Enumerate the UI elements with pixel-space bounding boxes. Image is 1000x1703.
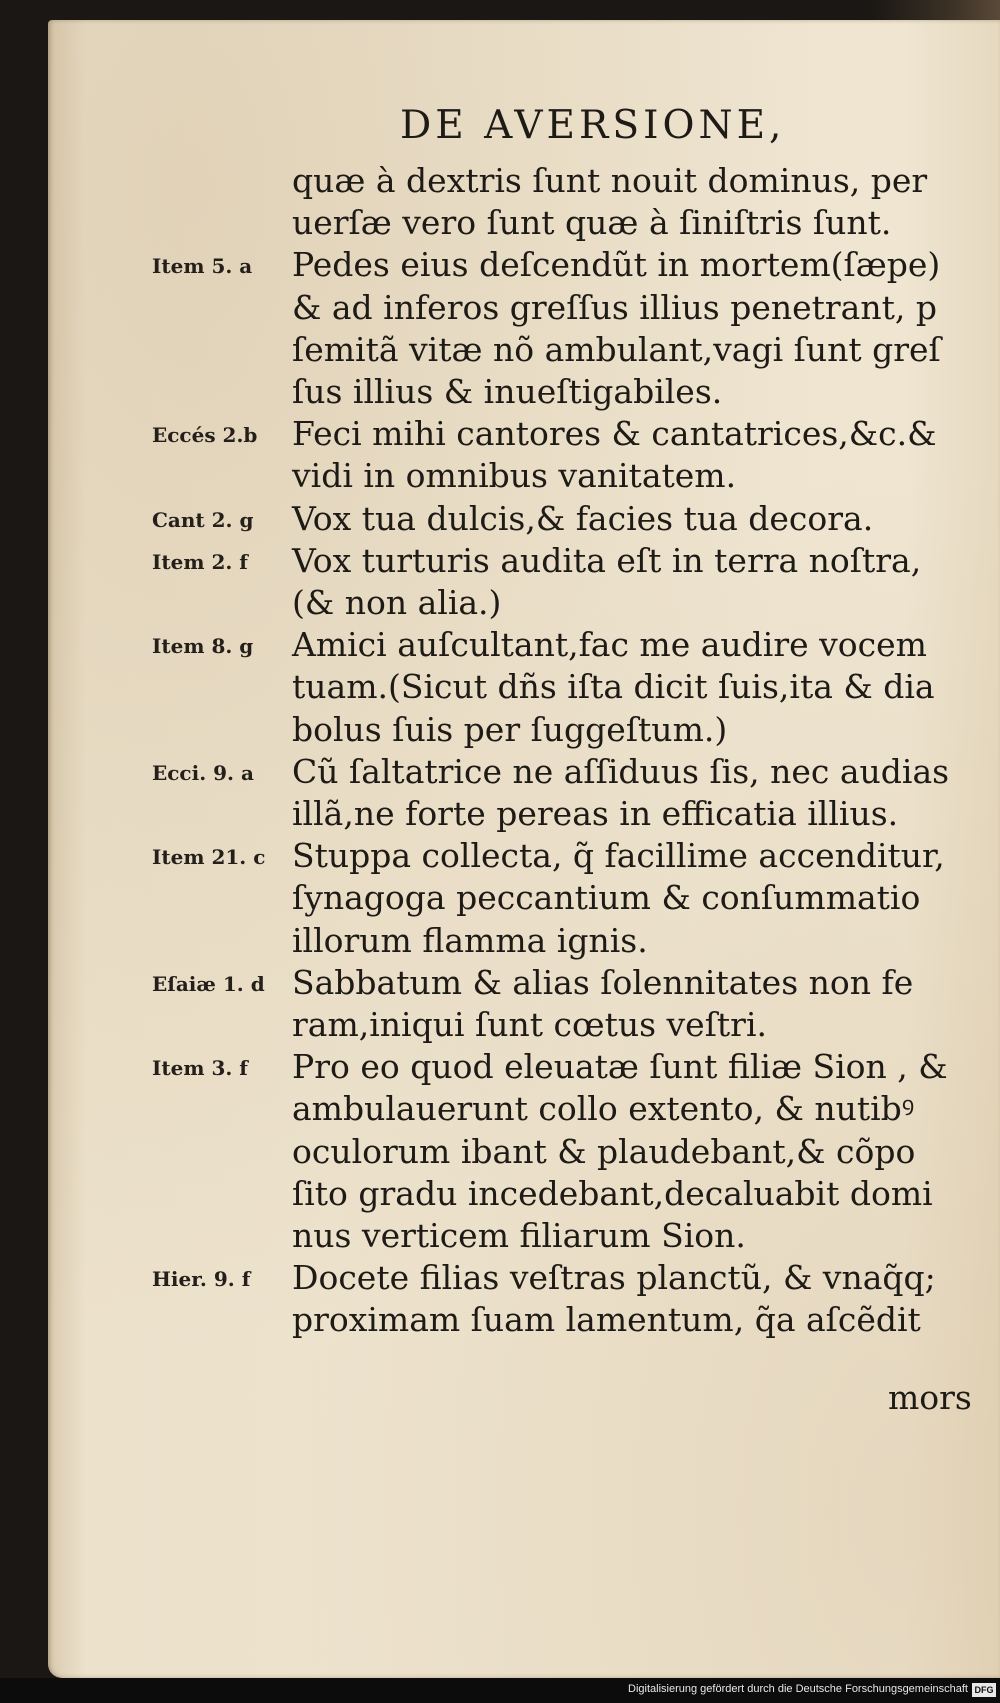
line-text: (& non alia.) (292, 583, 502, 622)
text-line (0, 751, 1000, 793)
text-line (0, 540, 1000, 582)
line-text: oculorum ibant & plaudebant,& cõpo (292, 1131, 916, 1171)
line-text: Cũ ſaltatrice ne aſſiduus ſis, nec audias (292, 751, 950, 791)
line-text: quæ à dextris ſunt nouit dominus, per (292, 161, 928, 200)
marginal-note: Ecci. 9. a (152, 760, 254, 785)
text-line (0, 666, 1000, 708)
marginal-note: Item 3. f (152, 1056, 248, 1081)
catchword: mors (888, 1378, 972, 1417)
text-line (0, 1173, 1000, 1215)
marginal-note: Item 2. f (152, 549, 248, 574)
text-line (0, 793, 1000, 835)
line-text: tuam.(Sicut dñs iſta dicit ſuis,ita & dia (292, 667, 935, 707)
text-line (0, 624, 1000, 666)
marginal-note: Eſaiæ 1. d (152, 971, 265, 996)
marginal-note: Eccés 2.b (152, 423, 258, 448)
line-text: ram,iniqui ſunt cœtus veſtri. (292, 1005, 768, 1044)
text-line (0, 709, 1000, 751)
text-line (0, 1257, 1000, 1299)
line-text: ſito gradu incedebant,decaluabit domi (292, 1173, 933, 1213)
line-text: Docete filias veſtras planctũ, & vnaq̃q; (292, 1258, 936, 1298)
footer-text: Digitalisierung gefördert durch die Deutsche Forschungsgemeinschaft (628, 1683, 968, 1695)
text-line (0, 244, 1000, 286)
line-text: Feci mihi cantores & cantatrices,&c.& (292, 414, 937, 454)
dfg-logo: DFG (972, 1683, 996, 1697)
running-head: DE AVERSIONE, (400, 103, 786, 148)
text-line (0, 160, 1000, 202)
marginal-note: Cant 2. g (152, 507, 254, 532)
line-text: ſynagoga peccantium & conſummatio (292, 878, 921, 918)
line-text: Stuppa collecta, q̃ facillime accenditur, (292, 836, 945, 876)
line-text: vidi in omnibus vanitatem. (292, 456, 737, 496)
marginal-note: Item 8. g (152, 634, 254, 659)
line-text: nus verticem filiarum Sion. (292, 1216, 746, 1255)
text-line (0, 329, 1000, 371)
line-text: Vox tua dulcis,& facies tua decora. (292, 498, 874, 538)
line-text: ſus illius & inueſtigabiles. (292, 372, 723, 411)
marginal-note: Item 5. a (152, 254, 253, 279)
text-line (0, 877, 1000, 919)
line-text: Sabbatum & alias ſolennitates non fe (292, 962, 914, 1002)
text-line (0, 498, 1000, 540)
text-line (0, 582, 1000, 624)
line-text: uerſæ vero ſunt quæ à ſiniſtris ſunt. (292, 203, 892, 243)
line-text: Pro eo quod eleuatæ ſunt filiæ Sion , & (292, 1047, 948, 1087)
text-line (0, 1299, 1000, 1341)
line-text: bolus ſuis per ſuggeſtum.) (292, 709, 728, 749)
marginal-note: Hier. 9. f (152, 1267, 251, 1292)
text-line (0, 1088, 1000, 1130)
text-line (0, 835, 1000, 877)
text-line (0, 287, 1000, 329)
text-line (0, 371, 1000, 413)
line-text: & ad inferos greſſus illius penetrant, p (292, 287, 937, 327)
line-text: ſemitã vitæ nõ ambulant,vagi ſunt greſ (292, 329, 941, 369)
footer-bar (0, 1678, 1000, 1703)
text-line (0, 920, 1000, 962)
text-line (0, 1046, 1000, 1088)
line-text: ambulauerunt collo extento, & nutibꝰ (292, 1089, 915, 1129)
line-text: Amici auſcultant,fac me audire vocem (292, 625, 927, 665)
text-line (0, 1131, 1000, 1173)
text-line (0, 1004, 1000, 1046)
text-line (0, 962, 1000, 1004)
text-line (0, 202, 1000, 244)
line-text: Vox turturis audita eſt in terra noſtra, (292, 540, 922, 580)
marginal-note: Item 21. c (152, 845, 266, 870)
line-text: illã,ne forte pereas in efficatia illius. (292, 794, 899, 833)
line-text: Pedes eius deſcendũt in mortem(ſæpe) (292, 245, 941, 285)
text-line (0, 413, 1000, 455)
line-text: proximam ſuam lamentum, q̃a aſcẽdit (292, 1300, 921, 1340)
text-line (0, 1215, 1000, 1257)
line-text: illorum flamma ignis. (292, 920, 648, 960)
text-line (0, 455, 1000, 497)
